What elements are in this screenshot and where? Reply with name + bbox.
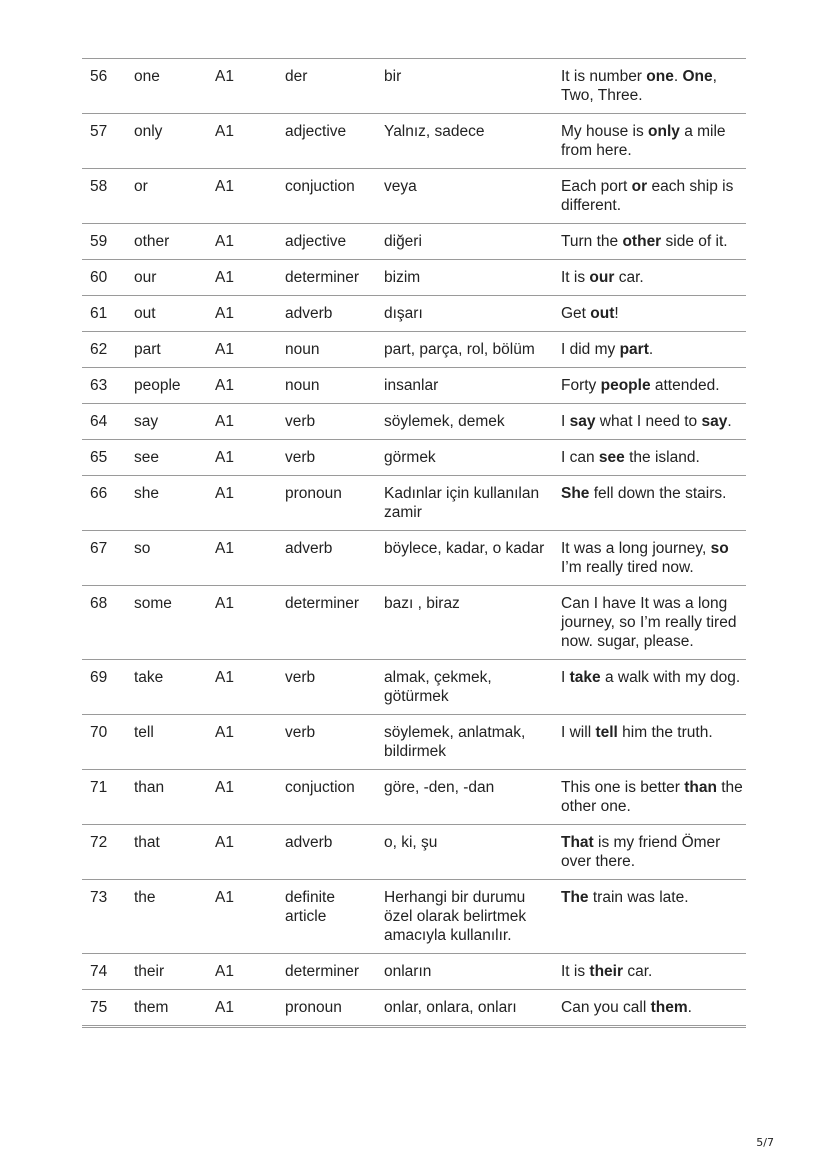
level-cell: A1 (215, 595, 234, 612)
word-cell: she (134, 485, 159, 502)
row-number: 67 (90, 540, 108, 557)
translation-cell: Kadınlar için kullanılan zamir (384, 485, 540, 521)
level-cell: A1 (215, 341, 234, 358)
vocabulary-table (82, 58, 746, 1028)
table-row (82, 296, 746, 332)
table-row (82, 586, 746, 660)
example-text: him the truth. (617, 724, 713, 741)
highlighted-word: She (561, 485, 590, 502)
translation-cell: Yalnız, sadece (384, 123, 485, 140)
example-sentence-cell (561, 177, 746, 215)
example-text: I will (561, 724, 596, 741)
translation-cell: göre, -den, -dan (384, 779, 495, 796)
example-sentence-cell (561, 268, 746, 287)
level-cell: A1 (215, 413, 234, 430)
highlighted-word: One (682, 68, 713, 85)
word-cell: tell (134, 724, 154, 741)
example-text: train was late. (588, 889, 689, 906)
word-type-cell: verb (285, 669, 316, 686)
level-cell: A1 (215, 269, 234, 286)
highlighted-word: take (569, 669, 601, 686)
row-number: 66 (90, 485, 108, 502)
word-type-cell: determiner (285, 595, 360, 612)
translation-cell: söylemek, anlatmak, bildirmek (384, 724, 526, 760)
highlighted-word: their (589, 963, 624, 980)
example-sentence-cell (561, 594, 746, 651)
level-cell: A1 (215, 669, 234, 686)
highlighted-word: them (650, 999, 688, 1016)
highlighted-word: than (684, 779, 717, 796)
word-cell: out (134, 305, 156, 322)
word-type-cell: noun (285, 377, 320, 394)
table-row (82, 332, 746, 368)
translation-cell: onların (384, 963, 432, 980)
example-text: each ship is different. (561, 178, 734, 214)
example-text: . (727, 413, 732, 430)
row-number: 61 (90, 305, 108, 322)
example-text: . (687, 999, 692, 1016)
example-text: It is number (561, 68, 647, 85)
word-cell: say (134, 413, 159, 430)
example-text: Can I have It was a long journey, so I’m really tired now. sugar, please. (561, 595, 737, 650)
example-text: ! (614, 305, 619, 322)
level-cell: A1 (215, 178, 234, 195)
example-sentence-cell (561, 668, 746, 706)
translation-cell: part, parça, rol, bölüm (384, 341, 535, 358)
highlighted-word: That (561, 834, 594, 851)
highlighted-word: or (631, 178, 648, 195)
example-text: car. (614, 269, 644, 286)
word-type-cell: definite article (285, 889, 335, 925)
word-cell: take (134, 669, 164, 686)
row-number: 56 (90, 68, 108, 85)
table-row (82, 825, 746, 880)
table-row (82, 880, 746, 954)
table-row (82, 404, 746, 440)
table-row (82, 770, 746, 825)
word-cell: only (134, 123, 163, 140)
example-sentence-cell (561, 723, 746, 761)
table-row (82, 260, 746, 296)
example-text: car. (623, 963, 653, 980)
level-cell: A1 (215, 724, 234, 741)
table-row (82, 954, 746, 990)
highlighted-word: our (589, 269, 615, 286)
example-sentence-cell (561, 376, 746, 395)
row-number: 68 (90, 595, 108, 612)
translation-cell: bazı , biraz (384, 595, 460, 612)
example-sentence-cell (561, 539, 746, 577)
row-number: 63 (90, 377, 108, 394)
row-number: 74 (90, 963, 108, 980)
highlighted-word: one (646, 68, 674, 85)
translation-cell: böylece, kadar, o kadar (384, 540, 545, 557)
example-sentence-cell (561, 833, 746, 871)
row-number: 75 (90, 999, 108, 1016)
row-number: 59 (90, 233, 108, 250)
table-row (82, 476, 746, 531)
row-number: 65 (90, 449, 108, 466)
highlighted-word: say (701, 413, 728, 430)
word-cell: people (134, 377, 181, 394)
example-text: I (561, 669, 570, 686)
word-type-cell: verb (285, 449, 316, 466)
example-text: I (561, 413, 570, 430)
highlighted-word: out (590, 305, 615, 322)
level-cell: A1 (215, 485, 234, 502)
table-row (82, 59, 746, 114)
example-text: what I need to (595, 413, 702, 430)
word-cell: see (134, 449, 159, 466)
row-number: 69 (90, 669, 108, 686)
word-type-cell: adverb (285, 540, 333, 557)
level-cell: A1 (215, 449, 234, 466)
example-sentence-cell (561, 340, 746, 359)
level-cell: A1 (215, 999, 234, 1016)
example-text: Turn the (561, 233, 623, 250)
table-row (82, 531, 746, 586)
highlighted-word: only (648, 123, 680, 140)
example-sentence-cell (561, 122, 746, 160)
word-type-cell: adverb (285, 834, 333, 851)
example-sentence-cell (561, 484, 746, 522)
example-text: I’m really tired now. (561, 559, 694, 576)
example-text: the island. (624, 449, 700, 466)
word-type-cell: pronoun (285, 999, 342, 1016)
example-sentence-cell (561, 304, 746, 323)
table-row (82, 114, 746, 169)
example-sentence-cell (561, 998, 746, 1017)
level-cell: A1 (215, 233, 234, 250)
highlighted-word: part (619, 341, 649, 358)
level-cell: A1 (215, 123, 234, 140)
example-text: My house is (561, 123, 649, 140)
table-row (82, 660, 746, 715)
row-number: 62 (90, 341, 108, 358)
table-row (82, 440, 746, 476)
translation-cell: insanlar (384, 377, 439, 394)
table-row (82, 224, 746, 260)
translation-cell: söylemek, demek (384, 413, 505, 430)
example-text: side of it. (661, 233, 728, 250)
example-sentence-cell (561, 448, 746, 467)
table-row (82, 169, 746, 224)
example-text: the other one. (561, 779, 743, 815)
example-sentence-cell (561, 232, 746, 251)
example-text: I can (561, 449, 599, 466)
word-type-cell: noun (285, 341, 320, 358)
highlighted-word: other (622, 233, 662, 250)
level-cell: A1 (215, 68, 234, 85)
highlighted-word: The (561, 889, 589, 906)
word-type-cell: determiner (285, 269, 360, 286)
example-text: Forty (561, 377, 601, 394)
level-cell: A1 (215, 889, 234, 906)
translation-cell: veya (384, 178, 417, 195)
example-text: a mile from here. (561, 123, 726, 159)
translation-cell: Herhangi bir durumu özel olarak belirtmek amacıyla kullanılır. (384, 889, 527, 944)
row-number: 64 (90, 413, 108, 430)
example-text: Get (561, 305, 591, 322)
page-number: 5/7 (756, 1136, 774, 1149)
word-type-cell: verb (285, 724, 316, 741)
row-number: 73 (90, 889, 108, 906)
word-cell: one (134, 68, 160, 85)
translation-cell: bizim (384, 269, 421, 286)
example-text: fell down the stairs. (589, 485, 727, 502)
translation-cell: onlar, onlara, onları (384, 999, 517, 1016)
example-sentence-cell (561, 962, 746, 981)
highlighted-word: so (710, 540, 729, 557)
translation-cell: o, ki, şu (384, 834, 438, 851)
word-cell: the (134, 889, 156, 906)
highlighted-word: say (569, 413, 596, 430)
word-type-cell: adjective (285, 233, 347, 250)
table-row (82, 368, 746, 404)
translation-cell: diğeri (384, 233, 422, 250)
word-cell: than (134, 779, 165, 796)
level-cell: A1 (215, 834, 234, 851)
word-type-cell: conjuction (285, 779, 355, 796)
word-cell: our (134, 269, 157, 286)
row-number: 60 (90, 269, 108, 286)
example-text: I did my (561, 341, 620, 358)
row-number: 71 (90, 779, 108, 796)
word-cell: or (134, 178, 148, 195)
example-text: It is (561, 269, 590, 286)
highlighted-word: see (598, 449, 625, 466)
example-text: is my friend Ömer over there. (561, 834, 721, 870)
row-number: 57 (90, 123, 108, 140)
example-sentence-cell (561, 888, 746, 945)
translation-cell: dışarı (384, 305, 423, 322)
level-cell: A1 (215, 540, 234, 557)
example-text: , Two, Three. (561, 68, 717, 104)
translation-cell: bir (384, 68, 402, 85)
word-cell: their (134, 963, 165, 980)
word-cell: that (134, 834, 160, 851)
level-cell: A1 (215, 963, 234, 980)
row-number: 70 (90, 724, 108, 741)
table-row (82, 990, 746, 1025)
example-sentence-cell (561, 412, 746, 431)
example-text: . (673, 68, 683, 85)
example-text: . (648, 341, 654, 358)
word-type-cell: der (285, 68, 308, 85)
example-text: Can you call (561, 999, 651, 1016)
word-type-cell: determiner (285, 963, 360, 980)
word-type-cell: verb (285, 413, 316, 430)
level-cell: A1 (215, 305, 234, 322)
table-row (82, 715, 746, 770)
word-type-cell: pronoun (285, 485, 342, 502)
level-cell: A1 (215, 377, 234, 394)
example-sentence-cell (561, 67, 746, 105)
row-number: 58 (90, 178, 108, 195)
example-text: It was a long journey, (561, 540, 711, 557)
example-text: attended. (650, 377, 720, 394)
translation-cell: görmek (384, 449, 436, 466)
example-text: Each port (561, 178, 632, 195)
example-text: This one is better (561, 779, 685, 796)
word-type-cell: adverb (285, 305, 333, 322)
word-type-cell: conjuction (285, 178, 355, 195)
word-cell: other (134, 233, 170, 250)
example-text: a walk with my dog. (600, 669, 741, 686)
example-text: It is (561, 963, 590, 980)
word-cell: part (134, 341, 161, 358)
word-cell: so (134, 540, 151, 557)
word-cell: some (134, 595, 172, 612)
highlighted-word: people (600, 377, 651, 394)
word-cell: them (134, 999, 169, 1016)
row-number: 72 (90, 834, 108, 851)
translation-cell: almak, çekmek, götürmek (384, 669, 492, 705)
level-cell: A1 (215, 779, 234, 796)
word-type-cell: adjective (285, 123, 347, 140)
example-sentence-cell (561, 778, 746, 816)
highlighted-word: tell (595, 724, 618, 741)
